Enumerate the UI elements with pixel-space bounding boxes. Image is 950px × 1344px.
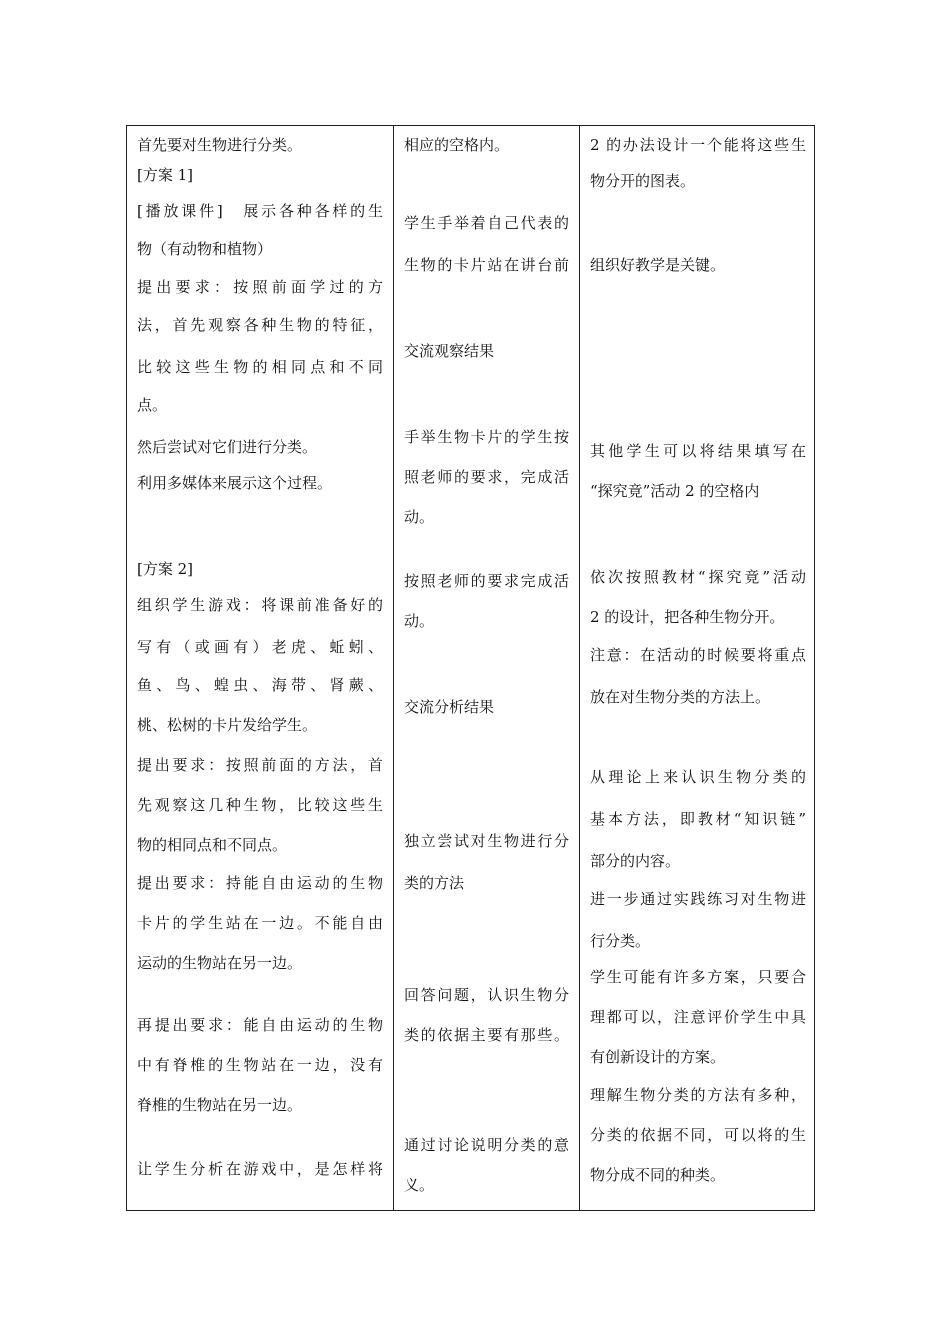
teacher-text-line: 卡片的学生站在一边。不能自由 [137,914,383,932]
teacher-text-line: 组织学生游戏：将课前准备好的 [137,596,383,614]
student-text-line: 动。 [404,508,435,526]
student-text-line: 类的方法 [404,874,465,892]
design-text-line: 理解生物分类的方法有多种， [590,1086,806,1104]
teacher-text-line: 脊椎的生物站在另一边。 [137,1096,303,1114]
teacher-text-line: 让学生分析在游戏中，是怎样将 [137,1160,383,1178]
student-text-line: 照老师的要求，完成活 [404,468,569,486]
design-text-line: 学生可能有许多方案，只要合 [590,968,806,986]
student-text-line: 学生手举着自己代表的 [404,214,569,232]
teacher-text-line: 桃、松树的卡片发给学生。 [137,716,318,734]
teacher-text-line: 中有脊椎的生物站在一边，没有 [137,1056,383,1074]
student-text-line: 通过讨论说明分类的意 [404,1136,569,1154]
design-text-line: 理都可以，注意评价学生中具 [590,1008,806,1026]
design-text-line: 注意：在活动的时候要将重点 [590,646,806,664]
design-text-line: 依次按照教材“探究竟”活动 [590,568,806,586]
design-text-line: 其他学生可以将结果填写在 [590,442,806,460]
teacher-text-line: [方案 1] [137,166,194,184]
teacher-text-line: 然后尝试对它们进行分类。 [137,438,318,456]
design-text-line: “探究竟”活动 2 的空格内 [590,482,760,500]
student-text-line: 动。 [404,612,435,630]
student-text-line: 交流分析结果 [404,698,495,716]
student-text-line: 按照老师的要求完成活 [404,572,569,590]
student-text-line: 相应的空格内。 [404,136,510,154]
lesson-table [126,125,815,1211]
student-text-line: 回答问题，认识生物分 [404,986,569,1004]
design-text-line: 行分类。 [590,932,651,950]
teacher-text-line: 提出要求：持能自由运动的生物 [137,874,383,892]
teacher-text-line: 再提出要求：能自由运动的生物 [137,1016,383,1034]
teacher-text-line: 鱼、鸟、蝗虫、海带、肾蕨、 [137,676,383,694]
student-text-line: 交流观察结果 [404,342,495,360]
teacher-activity-column [127,126,393,1210]
student-text-line: 义。 [404,1176,435,1194]
design-text-line: 从理论上来认识生物分类的 [590,768,806,786]
design-text-line: 部分的内容。 [590,852,681,870]
design-text-line: 物分成不同的种类。 [590,1166,726,1184]
design-text-line: 2 的设计，把各种生物分开。 [590,608,785,626]
design-text-line: 分类的依据不同，可以将的生 [590,1126,806,1144]
teacher-text-line: 首先要对生物进行分类。 [137,136,303,154]
student-text-line: 手举生物卡片的学生按 [404,428,569,446]
teacher-text-line: 点。 [137,396,168,414]
teacher-text-line: 利用多媒体来展示这个过程。 [137,474,333,492]
teacher-text-line: 提出要求：按照前面的方法，首 [137,756,383,774]
student-activity-column [394,126,579,1210]
student-text-line: 类的依据主要有那些。 [404,1026,569,1044]
teacher-text-line: 写有（或画有）老虎、蚯蚓、 [137,638,383,656]
teacher-text-line: 法，首先观察各种生物的特征， [137,316,383,334]
design-text-line: 有创新设计的方案。 [590,1048,726,1066]
design-text-line: 物分开的图表。 [590,172,696,190]
teacher-text-line: 比较这些生物的相同点和不同 [137,358,383,376]
design-text-line: 组织好教学是关键。 [590,256,726,274]
teacher-text-line: 物的相同点和不同点。 [137,836,288,854]
design-text-line: 放在对生物分类的方法上。 [590,688,771,706]
teacher-text-line: 运动的生物站在另一边。 [137,954,303,972]
teacher-text-line: [播放课件] 展示各种各样的生 [137,202,383,220]
teacher-text-line: 先观察这几种生物，比较这些生 [137,796,383,814]
teacher-text-line: 物（有动物和植物） [137,240,273,258]
student-text-line: 生物的卡片站在讲台前 [404,256,569,274]
teacher-text-line: 提出要求：按照前面学过的方 [137,278,383,296]
design-text-line: 进一步通过实践练习对生物进 [590,890,806,908]
teacher-text-line: [方案 2] [137,560,194,578]
design-text-line: 基本方法，即教材“知识链” [590,810,806,828]
design-text-line: 2 的办法设计一个能将这些生 [590,136,806,154]
design-notes-column [580,126,815,1210]
student-text-line: 独立尝试对生物进行分 [404,832,569,850]
